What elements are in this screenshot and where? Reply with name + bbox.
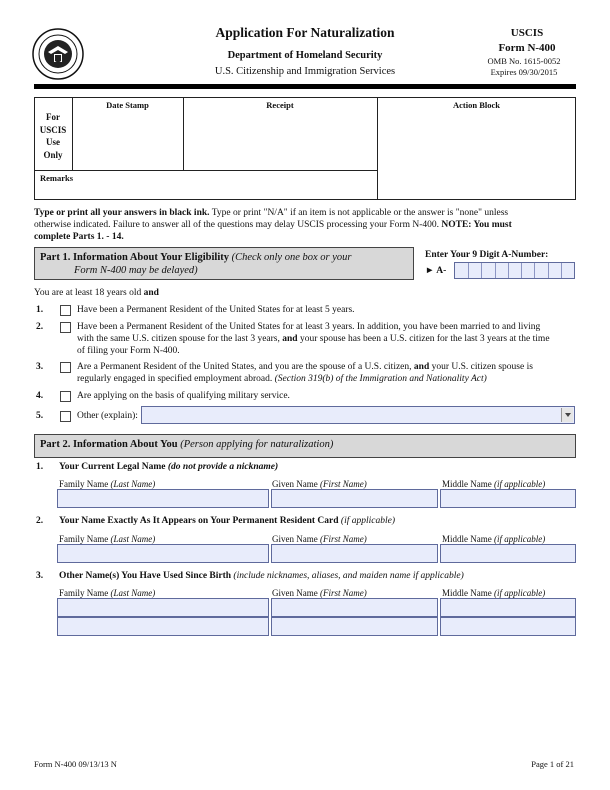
uscis-use-block xyxy=(34,97,576,200)
other-given-name-input-1[interactable] xyxy=(271,598,438,617)
part2-title: Part 2. Information About You (Person applying for naturalization) xyxy=(40,439,334,450)
option-number: 1. xyxy=(36,305,44,315)
current-family-name-input[interactable] xyxy=(57,489,269,508)
omb-number: OMB No. 1615-0052 xyxy=(487,56,561,66)
age-requirement-text: You are at least 18 years old and xyxy=(34,288,159,298)
a-number-cell-divider xyxy=(495,263,496,278)
header-rule xyxy=(34,84,576,89)
footer-page-number: Page 1 of 21 xyxy=(531,759,574,769)
family-name-label: Family Name (Last Name) xyxy=(59,588,156,598)
option-number: 5. xyxy=(36,411,44,421)
date-stamp-label: Date Stamp xyxy=(106,100,149,110)
given-name-label: Given Name (First Name) xyxy=(272,588,367,598)
other-middle-name-input-2[interactable] xyxy=(440,617,576,636)
question-number: 3. xyxy=(36,571,44,581)
current-legal-name-label: Your Current Legal Name (do not provide a nickname) xyxy=(59,462,279,472)
a-number-cell-divider xyxy=(481,263,482,278)
divider xyxy=(34,170,377,171)
other-names-label: Other Name(s) You Have Used Since Birth (include nicknames, aliases, and maiden name if applicable) xyxy=(59,571,464,581)
eligibility-checkbox-5[interactable] xyxy=(60,411,71,422)
eligibility-option-5-text: Other (explain): xyxy=(77,411,138,421)
footer-form-id: Form N-400 09/13/13 N xyxy=(34,759,117,769)
other-explain-dropdown[interactable] xyxy=(141,406,575,424)
divider xyxy=(377,97,378,200)
prc-given-name-input[interactable] xyxy=(271,544,438,563)
family-name-label: Family Name (Last Name) xyxy=(59,534,156,544)
remarks-label: Remarks xyxy=(40,173,74,183)
expiration-date: Expires 09/30/2015 xyxy=(490,67,558,77)
receipt-label: Receipt xyxy=(266,100,294,110)
option-number: 4. xyxy=(36,391,44,401)
middle-name-label: Middle Name (if applicable) xyxy=(442,588,546,598)
form-number: Form N-400 xyxy=(498,42,556,54)
for-uscis-use-only: For USCIS Use Only xyxy=(39,112,67,160)
other-given-name-input-2[interactable] xyxy=(271,617,438,636)
instructions: Type or print all your answers in black ink. Type or print "N/A" if an item is not applicable or the answer is "none" unless otherwise indicated. Failure to answer all of the questions may delay USCIS processing your Form N-400. NOTE: You must complete Parts 1. - 14. xyxy=(34,208,512,242)
a-number-cell-divider xyxy=(561,263,562,278)
eligibility-option-3-text: Are a Permanent Resident of the United States, and you are the spouse of a U.S. citizen, and your U.S. citizen spouse is regularly engaged in specified employment abroad. (Section 319(b) of the Immigration and Nationality Act) xyxy=(77,362,533,384)
prc-name-label: Your Name Exactly As It Appears on Your Permanent Resident Card (if applicable) xyxy=(59,516,396,526)
prc-middle-name-input[interactable] xyxy=(440,544,576,563)
a-number-cell-divider xyxy=(534,263,535,278)
family-name-label: Family Name (Last Name) xyxy=(59,479,156,489)
eligibility-checkbox-3[interactable] xyxy=(60,362,71,373)
action-block-label: Action Block xyxy=(453,100,500,110)
option-number: 3. xyxy=(36,362,44,372)
other-family-name-input-1[interactable] xyxy=(57,598,269,617)
a-number-prefix: ► A- xyxy=(425,266,447,276)
current-middle-name-input[interactable] xyxy=(440,489,576,508)
agency-name: U.S. Citizenship and Immigration Services xyxy=(214,66,396,77)
other-middle-name-input-1[interactable] xyxy=(440,598,576,617)
dhs-seal-icon xyxy=(32,28,84,80)
eligibility-option-2-text: Have been a Permanent Resident of the United States for at least 3 years. In addition, you have been married to and living with the same U.S. citizen spouse for the last 3 years, and your spouse has been a U.S. citizen for the last 3 years at the time of filing your Form N-400. xyxy=(77,322,550,356)
eligibility-checkbox-2[interactable] xyxy=(60,322,71,333)
middle-name-label: Middle Name (if applicable) xyxy=(442,479,546,489)
given-name-label: Given Name (First Name) xyxy=(272,479,367,489)
question-number: 1. xyxy=(36,462,44,472)
middle-name-label: Middle Name (if applicable) xyxy=(442,534,546,544)
prc-family-name-input[interactable] xyxy=(57,544,269,563)
uscis-label: USCIS xyxy=(510,27,544,39)
a-number-cell-divider xyxy=(521,263,522,278)
a-number-label: Enter Your 9 Digit A-Number: xyxy=(425,250,549,260)
a-number-input[interactable] xyxy=(454,262,575,279)
a-number-cell-divider xyxy=(468,263,469,278)
dropdown-arrow-icon[interactable] xyxy=(561,408,573,422)
eligibility-checkbox-4[interactable] xyxy=(60,391,71,402)
eligibility-option-1-text: Have been a Permanent Resident of the United States for at least 5 years. xyxy=(77,305,355,315)
a-number-cell-divider xyxy=(508,263,509,278)
option-number: 2. xyxy=(36,322,44,332)
given-name-label: Given Name (First Name) xyxy=(272,534,367,544)
current-given-name-input[interactable] xyxy=(271,489,438,508)
question-number: 2. xyxy=(36,516,44,526)
part1-title: Part 1. Information About Your Eligibility (Check only one box or your Form N-400 may be delayed) xyxy=(40,252,352,276)
other-family-name-input-2[interactable] xyxy=(57,617,269,636)
eligibility-option-4-text: Are applying on the basis of qualifying military service. xyxy=(77,391,290,401)
a-number-cell-divider xyxy=(548,263,549,278)
eligibility-checkbox-1[interactable] xyxy=(60,305,71,316)
form-title: Application For Naturalization xyxy=(215,25,395,40)
department-name: Department of Homeland Security xyxy=(227,50,383,61)
